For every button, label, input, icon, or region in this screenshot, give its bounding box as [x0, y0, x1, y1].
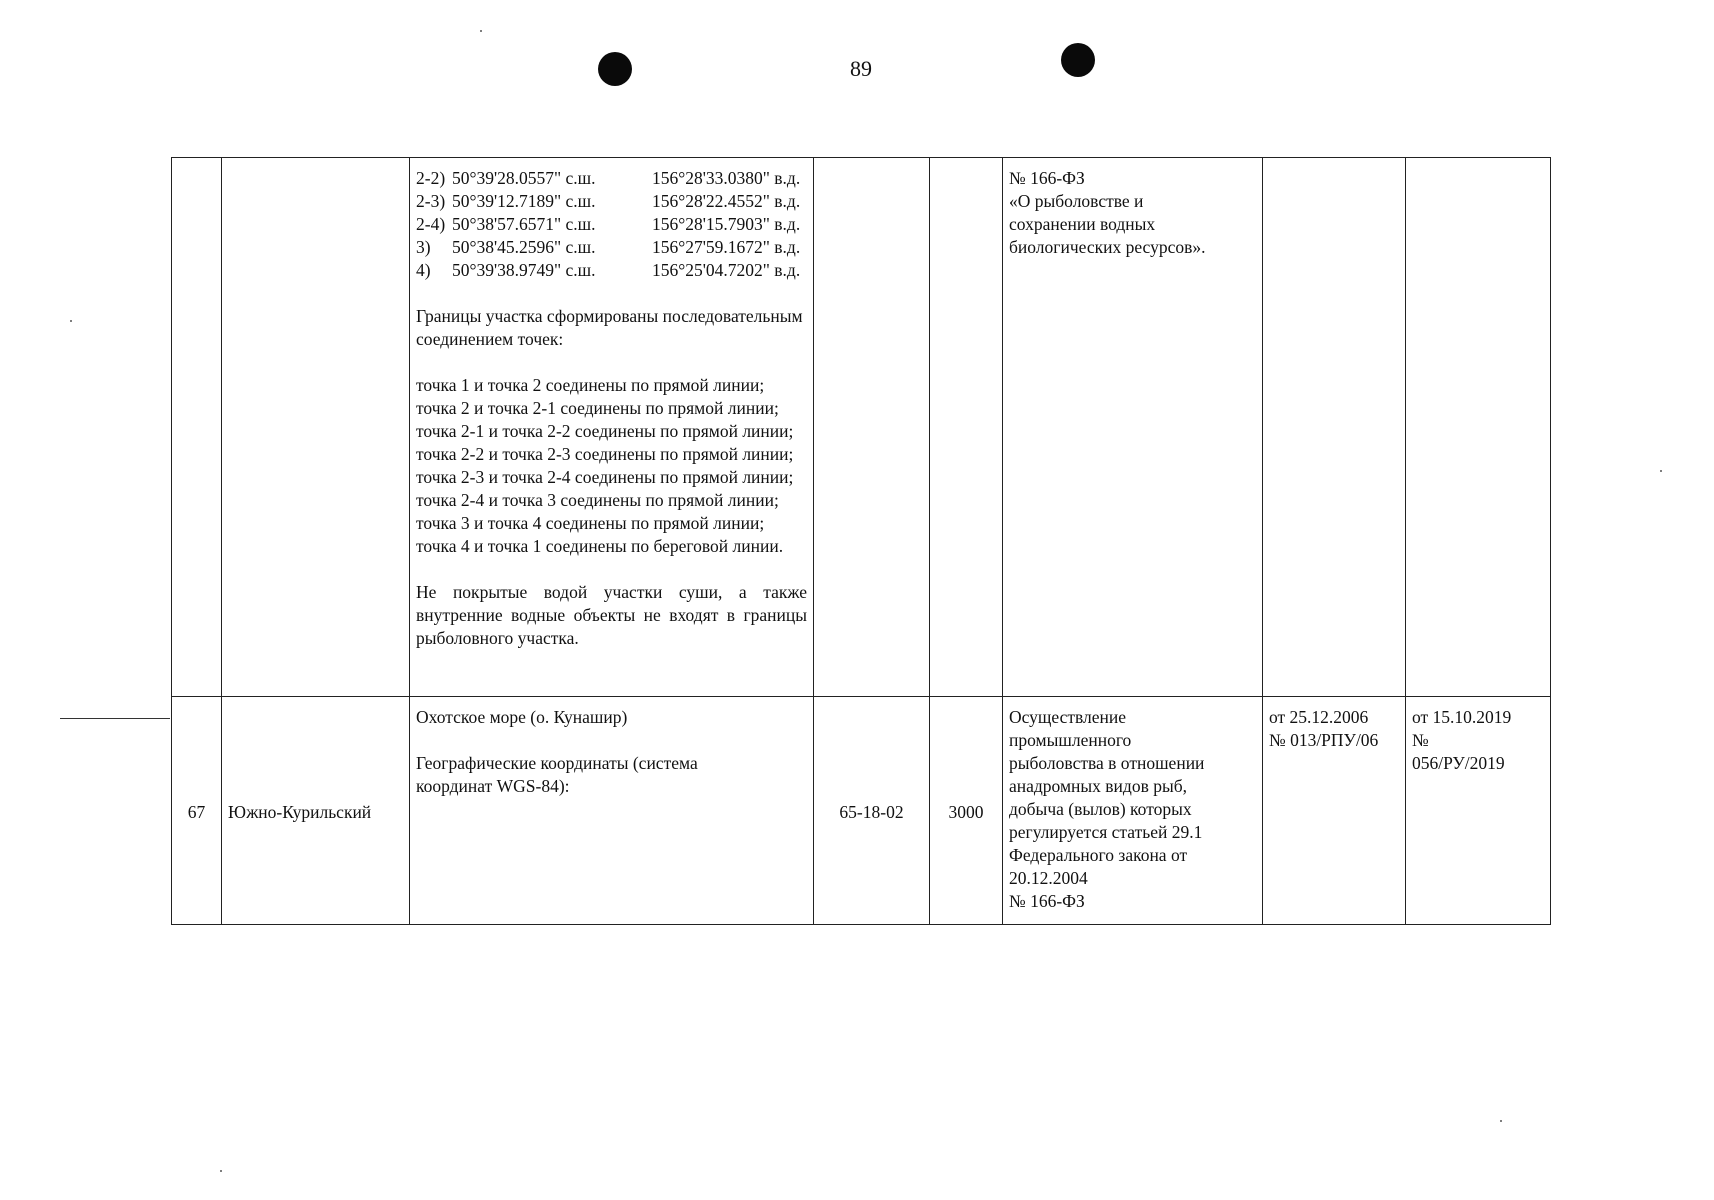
cell-boundaries	[410, 697, 814, 925]
decision-line: от 15.10.2019	[1412, 707, 1512, 727]
cell-decision	[1406, 697, 1551, 925]
scan-speck	[220, 1170, 222, 1172]
purpose-line: регулируется статьей 29.1	[1009, 822, 1203, 842]
coord-line: 4) 50°39'38.9749" с.ш. 156°25'04.7202" в.д.	[416, 260, 801, 280]
coord-line: 2-3) 50°39'12.7189" с.ш. 156°28'22.4552" в.д.	[416, 191, 801, 211]
punch-hole-right	[1061, 43, 1095, 77]
purpose-line: биологических ресурсов».	[1009, 237, 1206, 257]
purpose-line: сохранении водных	[1009, 214, 1156, 234]
fishing-areas-table	[171, 157, 1551, 925]
scan-speck	[1500, 1120, 1502, 1122]
purpose-line: промышленного	[1009, 730, 1132, 750]
cell-name: Южно-Курильский	[222, 697, 410, 925]
purpose-line: № 166-ФЗ	[1009, 168, 1085, 188]
cell-area	[930, 158, 1003, 697]
cell-code: 65-18-02	[814, 697, 930, 925]
cell-number: 67	[172, 697, 222, 925]
geo-line: Географические координаты (система	[416, 753, 698, 773]
connection-item: точка 2-3 и точка 2-4 соединены по прямой линии;	[416, 467, 794, 487]
page-number: 89	[850, 56, 872, 81]
purpose-line: анадромных видов рыб,	[1009, 776, 1187, 796]
purpose-line: 20.12.2004	[1009, 868, 1088, 888]
agreement-line: от 25.12.2006	[1269, 707, 1369, 727]
connection-item: точка 2-4 и точка 3 соединены по прямой линии;	[416, 490, 779, 510]
cell-decision	[1406, 158, 1551, 697]
purpose-line: рыболовства в отношении	[1009, 753, 1205, 773]
purpose-line: Федерального закона от	[1009, 845, 1188, 865]
geo-line: координат WGS-84):	[416, 776, 570, 796]
decision-line: 056/РУ/2019	[1412, 753, 1505, 773]
cell-purpose	[1003, 697, 1263, 925]
connection-item: точка 4 и точка 1 соединены по береговой линии.	[416, 536, 784, 556]
cell-purpose	[1003, 158, 1263, 697]
purpose-line: Осуществление	[1009, 707, 1127, 727]
connection-item: точка 1 и точка 2 соединены по прямой линии;	[416, 375, 765, 395]
cell-number	[172, 158, 222, 697]
connection-item: точка 2 и точка 2-1 соединены по прямой линии;	[416, 398, 779, 418]
table-row	[172, 158, 1551, 697]
coord-line: 2-4) 50°38'57.6571" с.ш. 156°28'15.7903" в.д.	[416, 214, 801, 234]
exclusion-note: Не покрытые водой участки суши, а также внутренние водные объекты не входят в границы рыболовного участка.	[416, 582, 807, 648]
scan-speck	[480, 30, 482, 32]
connection-item: точка 2-1 и точка 2-2 соединены по прямой линии;	[416, 421, 794, 441]
description-line: Охотское море (о. Кунашир)	[416, 707, 628, 727]
coord-line: 3) 50°38'45.2596" с.ш. 156°27'59.1672" в.д.	[416, 237, 801, 257]
cell-area: 3000	[930, 697, 1003, 925]
table-row	[172, 697, 1551, 925]
cell-code	[814, 158, 930, 697]
cell-name	[222, 158, 410, 697]
purpose-line: № 166-ФЗ	[1009, 891, 1085, 911]
decision-line: №	[1412, 730, 1429, 750]
agreement-line: № 013/РПУ/06	[1269, 730, 1379, 750]
purpose-line: добыча (вылов) которых	[1009, 799, 1192, 819]
scan-speck	[70, 320, 72, 322]
cell-agreement	[1263, 697, 1406, 925]
scan-artifact-line	[60, 718, 170, 719]
punch-hole-left	[598, 52, 632, 86]
scan-speck	[1660, 470, 1662, 472]
boundary-intro: Границы участка сформированы последовательным соединением точек:	[416, 306, 803, 349]
connection-item: точка 3 и точка 4 соединены по прямой линии;	[416, 513, 765, 533]
purpose-line: «О рыболовстве и	[1009, 191, 1144, 211]
cell-agreement	[1263, 158, 1406, 697]
connection-item: точка 2-2 и точка 2-3 соединены по прямой линии;	[416, 444, 794, 464]
coord-line: 2-2) 50°39'28.0557" с.ш. 156°28'33.0380" в.д.	[416, 168, 801, 188]
cell-boundaries	[410, 158, 814, 697]
